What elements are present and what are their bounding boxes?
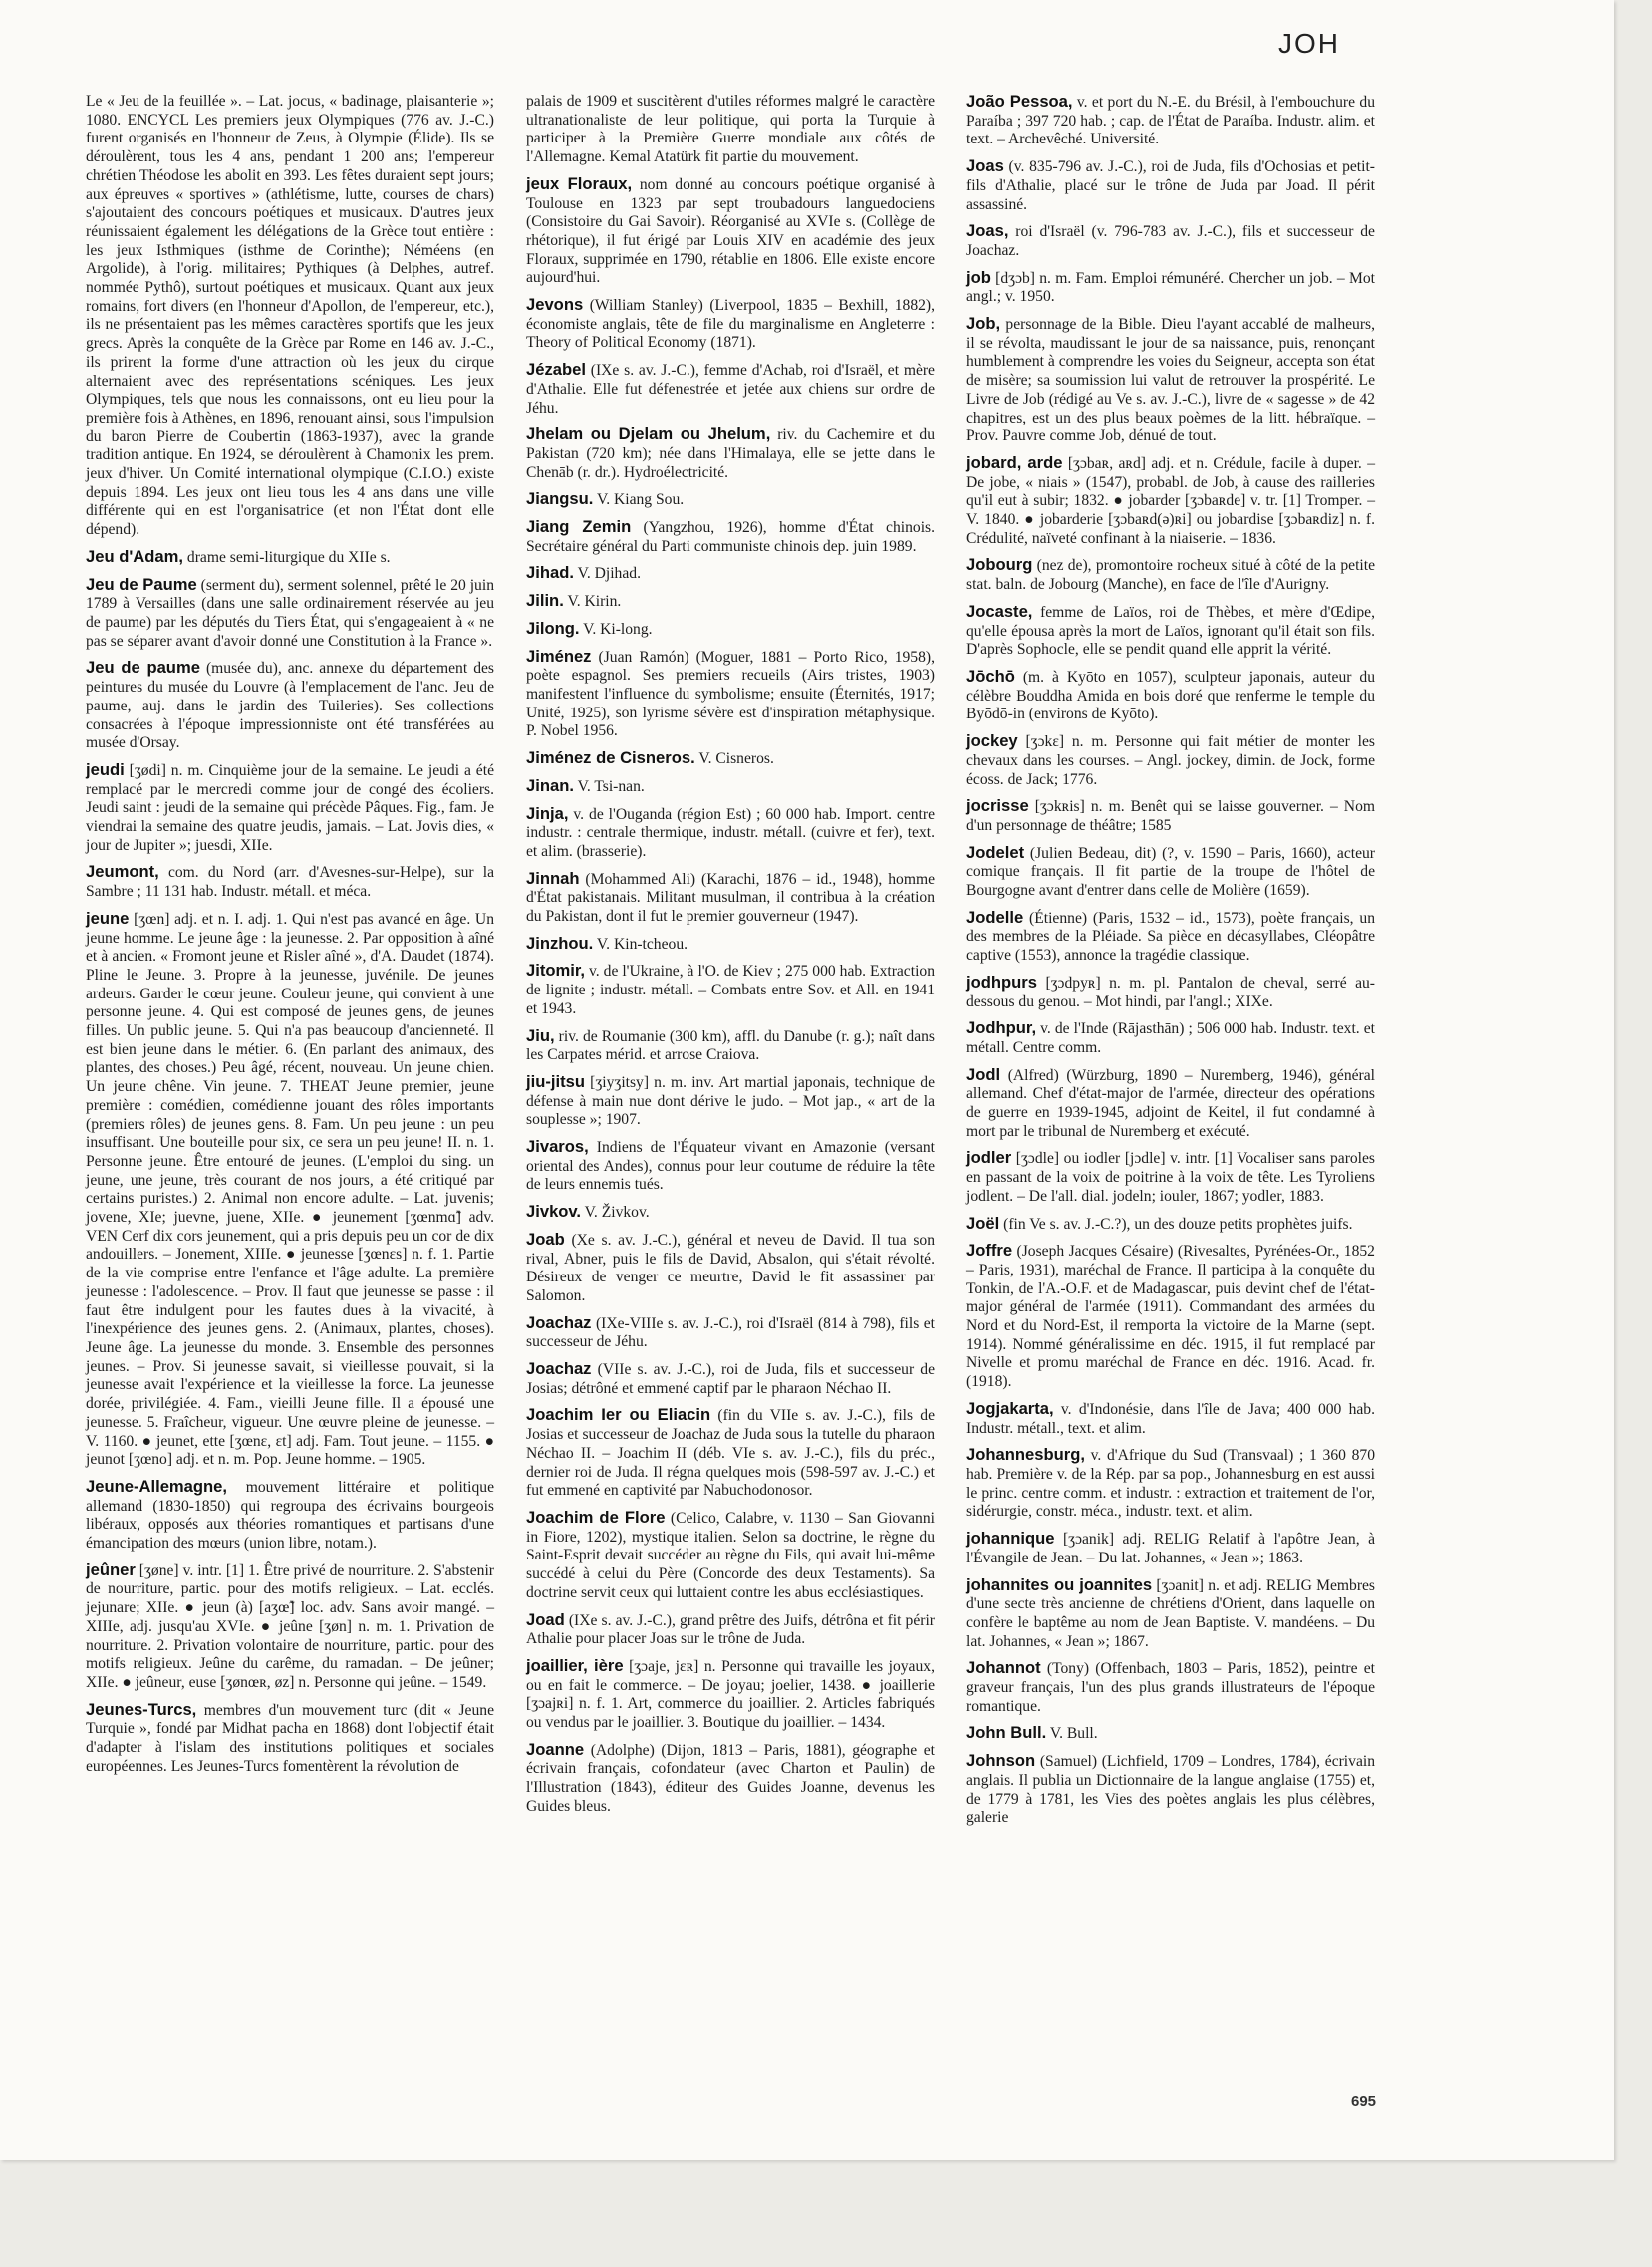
entry-text: mouvement littéraire et politique allemand (1830-1850) qui regroupa des écrivains bourgeois libéraux, opposés aux théories romantiques et partisans d'une émancipation des mœurs (union libre, notam.). xyxy=(86,1478,494,1553)
entry-text: [ʒiyʒitsy] n. m. inv. Art martial japonais, technique de défense à main nue dont dérive le judo. – Mot jap., « art de la souplesse »; 1907. xyxy=(526,1073,935,1129)
dictionary-entry xyxy=(966,1752,1375,1828)
entry-text: (Juan Ramón) (Moguer, 1881 – Porto Rico, 1958), poète espagnol. Ses premiers recueils (Airs tristes, 1903) manifestent l'influence du symbolisme; ensuite (Éternités, 1917; Unité, 1925), son lyrisme sévère est d'inspiration métaphysique. P. Nobel 1956. xyxy=(526,648,935,740)
dictionary-entry xyxy=(526,1073,935,1130)
entry-headword: Joas xyxy=(966,156,1004,176)
entry-headword: jeûner xyxy=(86,1559,136,1579)
entry-text: (Étienne) (Paris, 1532 – id., 1573), poète français, un des membres de la Pléiade. Sa pièce en décasyllabes, Cléopâtre captive (1553), annonce la tragédie classique. xyxy=(966,909,1375,965)
entry-text: riv. de Roumanie (300 km), affl. du Danube (r. g.); naît dans les Carpates mérid. et arrose Craiova. xyxy=(526,1027,935,1064)
entry-headword: jockey xyxy=(966,731,1018,751)
entry-text: (Mohammed Ali) (Karachi, 1876 – id., 1948), homme d'État pakistanais. Militant musulman, il contribua à la création du Pakistan, dont il fut le premier gouverneur (1947). xyxy=(526,870,936,926)
dictionary-entry xyxy=(966,1066,1375,1142)
entry-text: [ʒɔkɛ] n. m. Personne qui fait métier de monter les chevaux dans les courses. – Angl. jockey, dimin. de Jock, forme écoss. de Jack; 1776. xyxy=(966,733,1375,788)
dictionary-entry xyxy=(526,870,935,927)
entry-headword: Jobourg xyxy=(966,555,1033,575)
entry-headword: Johannot xyxy=(966,1658,1041,1678)
dictionary-entry xyxy=(526,805,935,862)
entry-headword: Jiangsu. xyxy=(526,489,594,509)
dictionary-entry xyxy=(526,648,935,742)
entry-text: (IXe-VIIIe s. av. J.-C.), roi d'Israël (814 à 798), fils et successeur de Jéhu. xyxy=(526,1314,935,1351)
entry-headword: Joab xyxy=(526,1229,565,1249)
entry-text: nom donné au concours poétique organisé à Toulouse en 1323 par sept troubadours languedociens (Consistoire du Gai Savoir). Réorganisé au XVIe s. (Collège de rhétorique), il fut érigé par Louis XIV en académie des jeux Floraux, supprimée en 1790, rétablie en 1806. Elle existe encore aujourd'hui. xyxy=(526,175,935,287)
entry-text: (Tony) (Offenbach, 1803 – Paris, 1852), peintre et graveur français, l'un des plus grands illustrateurs de l'époque romantique. xyxy=(966,1660,1375,1715)
entry-headword: Jōchō xyxy=(966,666,1015,686)
entry-text: palais de 1909 et suscitèrent d'utiles réformes malgré le caractère ultranationaliste de leur politique, qui porta la Turquie à participer à la Première Guerre mondiale aux côtés de l'Allemagne. Kemal Atatürk fit partie du mouvement. xyxy=(526,93,935,166)
entry-headword: johannique xyxy=(966,1529,1055,1549)
dictionary-entry xyxy=(526,1203,935,1223)
entry-headword: John Bull. xyxy=(966,1723,1047,1743)
dictionary-entry xyxy=(526,1741,935,1817)
column-2 xyxy=(526,93,935,1825)
entry-headword: jodler xyxy=(966,1148,1012,1168)
dictionary-entry xyxy=(966,1724,1375,1744)
dictionary-entry xyxy=(526,361,935,418)
dictionary-entry xyxy=(526,1360,935,1398)
entry-headword: Jeumont, xyxy=(86,862,159,882)
dictionary-entry xyxy=(526,564,935,584)
entry-text: v. de l'Ouganda (région Est) ; 60 000 hab. Import. centre industr. : centrale thermique, industr. métall. (cuivre et fer), text. et alim. (brasserie). xyxy=(526,805,935,860)
dictionary-entry xyxy=(86,1701,494,1777)
entry-headword: Jeunes-Turcs, xyxy=(86,1699,197,1719)
entry-headword: Jitomir, xyxy=(526,961,586,981)
entry-headword: Jeune-Allemagne, xyxy=(86,1476,228,1496)
entry-headword: Joas, xyxy=(966,221,1009,241)
entry-text: (nez de), promontoire rocheux situé à côté de la petite stat. baln. de Jobourg (Manche), en face de l'île d'Aurigny. xyxy=(966,557,1375,594)
entry-text: v. et port du N.-E. du Brésil, à l'embouchure du Paraíba ; 397 720 hab. ; cap. de l'État de Paraíba. Industr. alim. et text. – Archevêché. Université. xyxy=(966,94,1375,148)
entry-headword: Joachaz xyxy=(526,1359,592,1379)
entry-text: v. de l'Inde (Rājasthān) ; 506 000 hab. Industr. text. et métall. Centre comm. xyxy=(966,1020,1376,1056)
entry-text: [ʒɔdle] ou iodler [jɔdle] v. intr. [1] Vocaliser sans paroles en passant de la voix de poitrine à la voix de tête. Les Tyroliens jodlent. – De l'all. dial. jodeln; iouler, 1867; yodler, 1883. xyxy=(966,1150,1376,1205)
entry-text: com. du Nord (arr. d'Avesnes-sur-Helpe), sur la Sambre ; 11 131 hab. Industr. métall. et méca. xyxy=(86,864,494,901)
entry-text: V. Živkov. xyxy=(584,1204,650,1222)
entry-text: personnage de la Bible. Dieu l'ayant accablé de malheurs, il se révolta, maudissant le jour de sa naissance, puis, renonçant humblement à comprendre les voies du Seigneur, accepta son état de misère; sa soumission lui valut de retrouver la prospérité. Le Livre de Job (rédigé au Ve s. av. J.-C.), livre de « sagesse » de 42 chapitres, est un des plus beaux poèmes de la litt. hébraïque. – Prov. Pauvre comme Job, dénué de tout. xyxy=(966,316,1375,445)
entry-headword: Joanne xyxy=(526,1739,585,1759)
entry-headword: Jinan. xyxy=(526,775,574,795)
column-3 xyxy=(966,93,1375,1836)
entry-text: (m. à Kyōto en 1057), sculpteur japonais, auteur du célèbre Bouddha Amida en bois doré que renferme le temple du Byōdō-in (environs de Kyōto). xyxy=(966,668,1375,723)
entry-text: (Joseph Jacques Césaire) (Rivesaltes, Pyrénées-Or., 1852 – Paris, 1931), maréchal de France. Il participa à la conquête du Tonkin, de l'A.-O.F. et de Madagascar, puis devint chef de l'état-major général de l'armée (1911). Commandant des armées du Nord et du Nord-Est, il remporta la victoire de la Marne (sept. 1914). Nommé généralissime en déc. 1915, il fut remplacé par Nivelle et promu maréchal de France en déc. 1916. Acad. fr. (1918). xyxy=(966,1243,1375,1391)
dictionary-entry xyxy=(526,935,935,955)
entry-headword: Jeu d'Adam, xyxy=(86,546,183,566)
dictionary-entry xyxy=(86,761,494,856)
entry-text: femme de Laïos, roi de Thèbes, et mère d'Œdipe, qu'elle épousa après la mort de Laïos, ignorant qu'il était son fils. D'après Sophocle, elle se pendit quand elle apprit la vérité. xyxy=(966,603,1375,659)
entry-headword: Jilong. xyxy=(526,618,580,638)
dictionary-entry xyxy=(966,93,1375,149)
entry-text: (Adolphe) (Dijon, 1813 – Paris, 1881), géographe et écrivain français, cofondateur (avec Charton et Paulin) de l'Illustration (1843), éditeur des Guides Joanne, devenus les Guides bleus. xyxy=(526,1741,935,1815)
entry-headword: Jinnah xyxy=(526,868,580,888)
dictionary-entry xyxy=(526,93,935,167)
dictionary-entry xyxy=(526,749,935,769)
dictionary-entry xyxy=(526,490,935,510)
dictionary-entry xyxy=(966,732,1375,789)
entry-headword: Job, xyxy=(966,314,1001,334)
entry-text: V. Ki-long. xyxy=(583,620,653,638)
entry-headword: Jevons xyxy=(526,295,584,315)
dictionary-entry xyxy=(526,1027,935,1065)
dictionary-entry xyxy=(526,777,935,797)
entry-headword: Johannesburg, xyxy=(966,1445,1085,1465)
entry-text: (Julien Bedeau, dit) (?, v. 1590 – Paris, 1660), acteur comique français. Il fit partie de la troupe de l'hôtel de Bourgogne avant d'entrer dans celle de Molière (1659). xyxy=(966,844,1376,900)
entry-headword: Jodelle xyxy=(966,907,1024,927)
dictionary-entry xyxy=(86,93,494,540)
dictionary-entry xyxy=(86,548,494,568)
entry-text: [ʒœn] adj. et n. I. adj. 1. Qui n'est pas avancé en âge. Un jeune homme. Le jeune âge : la jeunesse. 2. Par opposition à aîné et à ancien. « Fromont jeune et Risler aîné », d'A. Daudet (1874). Pline le Jeune. 3. Propre à la jeunesse, juvénile. De jeunes ardeurs. Garder le cœur jeune. Couleur jeune, qui convient à une personne jeune. 4. Qui est composé de jeunes gens, de jeunes filles. Un public jeune. 5. Qui n'a pas beaucoup d'ancienneté. Il est bien jeune dans le métier. 6. (En parlant des animaux, des plantes, des choses.) Peu âgé, récent, nouveau. Un jeune chien. Un jeune chêne. Vin jeune. 7. THEAT Jeune premier, jeune première : comédien, comédienne jouant des rôles importants (premiers rôles) de jeunes gens. 8. Fam. Un peu jeune : un peu insuffisant. Une bouteille pour six, ce sera un peu jeune! II. n. 1. Personne jeune. Être entouré de jeunes. (L'emploi du sing. un jeune, une jeune, très courant de nos jours, a été critiqué par certains puristes.) 2. Animal non encore adulte. – Lat. juvenis; jovene, XIe; juevne, juene, XIIe. ● jeunement [ʒœnmɑ̃] adv. VEN Cerf dix cors jeunement, qui a pris depuis peu un cor de dix andouillers. – Jonement, XIIIe. ● jeunesse [ʒœnɛs] n. f. 1. Partie de la vie comprise entre l'enfance et l'âge adulte. La première jeunesse : l'adolescence. – Prov. Il faut que jeunesse se passe : il faut être indulgent pour les fautes dues à la vivacité, à l'inexpérience des jeunes gens. 2. (Animaux, plantes, choses). Jeune âge. La jeunesse du monde. 3. Ensemble des personnes jeunes. – Prov. Si jeunesse savait, si vieillesse pouvait, si la jeunesse avait l'expérience et la vieillesse la force. La jeunesse dorée, privilégiée. 4. Fam., vieilli Jeune fille. Il a épousé une jeunesse. 5. Fraîcheur, vigueur. Une œuvre pleine de jeunesse. – V. 1160. ● jeunet, ette [ʒœnɛ, ɛt] adj. Fam. Tout jeune. – 1155. ● jeunot [ʒœno] adj. et n. m. Pop. Jeune homme. – 1905. xyxy=(86,910,494,1469)
entry-text: (v. 835-796 av. J.-C.), roi de Juda, fils d'Ochosias et petit-fils d'Athalie, placé sur le trône de Juda par Joad. Il périt assassiné. xyxy=(966,158,1376,213)
entry-headword: Johnson xyxy=(966,1751,1036,1771)
entry-text: [ʒɔbaʀ, aʀd] adj. et n. Crédule, facile à duper. – De jobe, « niais » (1547), probabl. de Job, à cause des railleries qu'il eut à subir; 1832. ● jobarder [ʒɔbaʀde] v. tr. [1] Tromper. – V. 1840. ● jobarderie [ʒɔbaʀd(ə)ʀi] ou jobardise [ʒɔbaʀdiz] n. f. Crédulité, naïveté confinant à la niaiserie. – 1836. xyxy=(966,454,1375,547)
dictionary-entry xyxy=(526,1509,935,1603)
dictionary-entry xyxy=(526,1314,935,1352)
entry-headword: Jodhpur, xyxy=(966,1018,1037,1038)
entry-text: (Xe s. av. J.-C.), général et neveu de David. Il tua son rival, Abner, puis le fils de David, Absalon, qui s'était révolté. Désireux de venger ce meurtre, David le fit assassiner par Salomon. xyxy=(526,1231,935,1304)
entry-headword: Jézabel xyxy=(526,360,586,380)
entry-headword: jiu-jitsu xyxy=(526,1071,585,1091)
dictionary-entry xyxy=(966,269,1375,307)
entry-text: V. Djihad. xyxy=(577,565,641,583)
entry-headword: Jocaste, xyxy=(966,601,1033,621)
entry-text: (Celico, Calabre, v. 1130 – San Giovanni in Fiore, 1202), mystique italien. Selon sa doctrine, le règne du Saint-Esprit devait succéder au règne du Fils, qui avait lui-même succédé à celui du Père (Concorde des deux Testaments). Sa doctrine servit ceux qui luttaient contre les abus ecclésiastiques. xyxy=(526,1510,935,1601)
dictionary-entry xyxy=(966,668,1375,724)
dictionary-entry xyxy=(966,797,1375,835)
dictionary-entry xyxy=(86,1478,494,1554)
entry-text: [ʒɔdpyʀ] n. m. pl. Pantalon de cheval, serré au-dessous du genou. – Mot hindi, par l'angl.; XIXe. xyxy=(966,974,1376,1010)
dictionary-entry xyxy=(526,1611,935,1649)
entry-text: (IXe s. av. J.-C.), grand prêtre des Juifs, détrôna et fit périr Athalie pour placer Joas sur le trône de Juda. xyxy=(526,1611,935,1648)
entry-headword: Jodelet xyxy=(966,842,1025,862)
entry-headword: Jhelam ou Djelam ou Jhelum, xyxy=(526,425,771,444)
entry-headword: Jihad. xyxy=(526,563,574,583)
dictionary-entry xyxy=(966,1149,1375,1206)
entry-headword: job xyxy=(966,267,991,287)
dictionary-entry xyxy=(526,620,935,640)
dictionary-entry xyxy=(86,659,494,753)
entry-text: Indiens de l'Équateur vivant en Amazonie (versant oriental des Andes), connus pour leur coutume de réduire la tête de leurs ennemis tués. xyxy=(526,1139,935,1194)
entry-headword: Jivkov. xyxy=(526,1202,582,1222)
dictionary-entry xyxy=(966,222,1375,260)
entry-text: [ʒødi] n. m. Cinquième jour de la semaine. Le jeudi a été remplacé par le mercredi comme jour de congé des écoliers. Jeudi saint : jeudi de la semaine qui précède Pâques. Fig., fam. Je viendrai la semaine des quatre jeudis, jamais. – Lat. Jovis dies, « jour de Jupiter »; juesdi, XIIe. xyxy=(86,761,494,854)
entry-headword: João Pessoa, xyxy=(966,92,1073,111)
entry-headword: jeux Floraux, xyxy=(526,173,633,193)
entry-text: [dʒɔb] n. m. Fam. Emploi rémunéré. Chercher un job. – Mot angl.; v. 1950. xyxy=(966,269,1375,306)
entry-headword: Jiménez de Cisneros. xyxy=(526,748,695,768)
dictionary-entry xyxy=(86,1561,494,1693)
dictionary-entry xyxy=(526,1138,935,1195)
entry-headword: Jeu de paume xyxy=(86,658,200,678)
entry-text: [ʒɔkʀis] n. m. Benêt qui se laisse gouverner. – Nom d'un personnage de théâtre; 1585 xyxy=(966,798,1375,834)
entry-headword: Jeu de Paume xyxy=(86,574,197,594)
entry-text: V. Kin-tcheou. xyxy=(596,935,688,953)
dictionary-entry xyxy=(966,1242,1375,1392)
dictionary-entry xyxy=(966,556,1375,594)
entry-headword: joaillier, ière xyxy=(526,1655,624,1675)
entry-text: drame semi-liturgique du XIIe s. xyxy=(186,548,391,566)
entry-text: V. Bull. xyxy=(1049,1725,1098,1743)
entry-headword: jobard, arde xyxy=(966,452,1063,472)
entry-headword: Joachim de Flore xyxy=(526,1508,666,1527)
dictionary-entry xyxy=(966,1659,1375,1716)
dictionary-entry xyxy=(526,1657,935,1733)
dictionary-entry xyxy=(86,576,494,652)
dictionary-entry xyxy=(966,1530,1375,1567)
entry-text: [ʒɔanik] adj. RELIG Relatif à l'apôtre Jean, à l'Évangile de Jean. – Du lat. Johannes, « Jean »; 1863. xyxy=(966,1531,1375,1566)
dictionary-entry xyxy=(966,1019,1375,1057)
dictionary-entry xyxy=(526,175,935,288)
entry-headword: jeudi xyxy=(86,759,125,779)
entry-text: V. Kirin. xyxy=(567,593,622,611)
entry-text: [ʒɔaje, jɛʀ] n. Personne qui travaille les joyaux, ou en fait le commerce. – De joyau; joelier, 1438. ● joaillerie [ʒɔajʀi] n. f. 1. Art, commerce du joaillier. 2. Articles fabriqués ou vendus par le joaillier. 3. Boutique du joaillier. – 1434. xyxy=(526,1657,935,1732)
entry-text: membres d'un mouvement turc (dit « Jeune Turquie », fondé par Midhat pacha en 1868) dont l'objectif était d'adapter à l'islam des institutions politiques et sociales européennes. Les Jeunes-Turcs fomentèrent la révolution de xyxy=(86,1701,494,1775)
entry-text: (Alfred) (Würzburg, 1890 – Nuremberg, 1946), général allemand. Chef d'état-major de l'armée, directeur des opérations de guerre en 1939-1945, adjoint de Keitel, il fut condamné à mort par le tribunal de Nuremberg et exécuté. xyxy=(966,1066,1375,1140)
dictionary-entry xyxy=(966,844,1375,901)
dictionary-entry xyxy=(526,962,935,1018)
entry-text: v. de l'Ukraine, à l'O. de Kiev ; 275 000 hab. Extraction de lignite ; industr. métall. – Combats entre Sov. et All. en 1941 et 1943. xyxy=(526,963,935,1017)
entry-text: V. Cisneros. xyxy=(698,750,774,768)
entry-headword: Jogjakarta, xyxy=(966,1398,1054,1418)
dictionary-entry xyxy=(966,157,1375,214)
dictionary-entry xyxy=(526,1406,935,1501)
entry-text: (fin du VIIe s. av. J.-C.), fils de Josias et successeur de Joachaz de Juda sous la tutelle du pharaon Néchao II. – Joachim II (déb. VIe s. av. J.-C.), fils du préc., dernier roi de Juda. Il régna quelques mois (598-597 av. J.-C.) et fut emmené en captivité par Nabuchodonosor. xyxy=(526,1407,936,1500)
entry-headword: jodhpurs xyxy=(966,972,1037,992)
dictionary-entry xyxy=(966,1576,1375,1652)
dictionary-entry xyxy=(526,425,935,482)
entry-text: (Yangzhou, 1926), homme d'État chinois. Secrétaire général du Parti communiste chinois dep. juin 1989. xyxy=(526,519,935,555)
entry-headword: johannites ou joannites xyxy=(966,1574,1153,1594)
dictionary-entry xyxy=(966,454,1375,549)
entry-headword: jocrisse xyxy=(966,796,1029,816)
dictionary-entry xyxy=(966,909,1375,966)
dictionary-entry xyxy=(966,1446,1375,1522)
entry-headword: Joffre xyxy=(966,1241,1013,1261)
dictionary-entry xyxy=(966,974,1375,1011)
entry-text: (Samuel) (Lichfield, 1709 – Londres, 1784), écrivain anglais. Il publia un Dictionnaire de la langue anglaise (1755) et, de 1779 à 1781, les Vies des poètes anglais les plus célèbres, galerie xyxy=(966,1753,1375,1827)
entry-headword: Jiang Zemin xyxy=(526,517,632,537)
dictionary-entry xyxy=(86,910,494,1470)
dictionary-entry xyxy=(526,1231,935,1306)
dictionary-entry xyxy=(966,1400,1375,1438)
column-1 xyxy=(86,93,494,1784)
dictionary-entry xyxy=(526,592,935,612)
dictionary-entry xyxy=(526,296,935,353)
entry-text: Le « Jeu de la feuillée ». – Lat. jocus, « badinage, plaisanterie »; 1080. ENCYCL Les premiers jeux Olympiques (776 av. J.-C.) furent organisés en l'honneur de Zeus, à Olympie (Élide). Ils se déroulèrent, tous les 4 ans, pendant 1 200 ans; l'empereur chrétien Théodose les abolit en 393. Les fêtes duraient sept jours; aux épreuves « sportives » (athlétisme, lutte, courses de chars) s'ajoutaient des concours poétiques et musicaux. D'autres jeux réunissaient également les délégations de la Grèce tout entière : les jeux Isthmiques (isthme de Corinthe); Néméens (en Argolide), à l'orig. militaires; Pythiques (à Delphes, autref. nommée Pythô), surtout poétiques et musicaux. Quant aux jeux romains, fort divers (en l'honneur d'Apollon, de l'empereur, etc.), ils ne présentaient pas les mêmes caractères sportifs que les jeux grecs. Après la conquête de la Grèce par Rome en 146 av. J.-C., ils prirent la forme d'une attraction où les jeux du cirque alternaient avec des représentations scéniques. Les jeux Olympiques, tels que nous les connaissons, ont eu lieu pour la première fois à Athènes, en 1896, renouant ainsi, sous l'impulsion du baron Pierre de Coubertin (1863-1937), avec la grande tradition antique. En 1924, se déroulèrent à Chamonix les prem. jeux d'hiver. Un Comité international olympique (C.I.O.) existe depuis 1894. Les jeux ont lieu tous les 4 ans dans une ville différente qui en est l'organisatrice (et non l'État dont elle dépend). xyxy=(86,93,494,539)
dictionary-entry xyxy=(966,1215,1375,1235)
entry-text: (musée du), anc. annexe du département des peintures du musée du Louvre (à l'emplacement de l'anc. Jeu de paume, auj. dans le jardin des Tuileries). Ses collections consacrées à l'époque impressionniste ont été transférées au musée d'Orsay. xyxy=(86,660,494,752)
entry-text: riv. du Cachemire et du Pakistan (720 km); née dans l'Himalaya, elle se jette dans le Chenāb (r. dr.). Hydroélectricité. xyxy=(526,426,936,481)
running-head: JOH xyxy=(1278,28,1340,59)
entry-headword: Jiménez xyxy=(526,646,592,666)
entry-headword: Joachim Ier ou Eliacin xyxy=(526,1405,711,1425)
entry-text: (VIIe s. av. J.-C.), roi de Juda, fils et successeur de Josias; détrôné et emmené captif par le pharaon Néchao II. xyxy=(526,1361,935,1397)
entry-headword: Jivaros, xyxy=(526,1137,589,1157)
entry-headword: Joël xyxy=(966,1213,1000,1233)
entry-headword: Jodl xyxy=(966,1064,1001,1084)
entry-headword: jeune xyxy=(86,908,130,928)
entry-headword: Joad xyxy=(526,1609,565,1629)
entry-text: (William Stanley) (Liverpool, 1835 – Bexhill, 1882), économiste anglais, tête de file du marginalisme en Angleterre : Theory of Political Economy (1871). xyxy=(526,297,936,352)
entry-text: [ʒɔanit] n. et adj. RELIG Membres d'une secte très ancienne de chrétiens d'Orient, dans laquelle on confère le baptême au nom de Jean Baptiste. V. mandéens. – Du lat. Johannes, « Jean »; 1867. xyxy=(966,1576,1376,1650)
entry-text: (IXe s. av. J.-C.), femme d'Achab, roi d'Israël, et mère d'Athalie. Elle fut défenestrée et jetée aux chiens sur ordre de Jéhu. xyxy=(526,362,935,417)
entry-text: v. d'Indonésie, dans l'île de Java; 400 000 hab. Industr. métall., text. et alim. xyxy=(966,1400,1376,1437)
dictionary-entry xyxy=(86,863,494,901)
dictionary-entry xyxy=(526,518,935,556)
entry-text: v. d'Afrique du Sud (Transvaal) ; 1 360 870 hab. Première v. de la Rép. par sa pop., Johannesburg en est aussi le princ. centre comm. et industr. : extraction et traitement de l'or, sidérurgie, constr. méca., industr. text. et alim. xyxy=(966,1447,1375,1521)
page-number: 695 xyxy=(1351,2093,1377,2110)
entry-headword: Jilin. xyxy=(526,591,564,611)
entry-headword: Joachaz xyxy=(526,1312,592,1332)
dictionary-entry xyxy=(966,603,1375,660)
entry-headword: Jinja, xyxy=(526,803,569,823)
entry-text: (fin Ve s. av. J.-C.?), un des douze petits prophètes juifs. xyxy=(1003,1215,1353,1233)
entry-text: (serment du), serment solennel, prêté le 20 juin 1789 à Versailles (dans une salle ordinairement réservée au jeu de paume) par les députés du Tiers État, qui s'engageaient à « ne pas se séparer avant d'avoir donné une Constitution à la France ». xyxy=(86,576,494,650)
entry-headword: Jiu, xyxy=(526,1025,555,1045)
entry-text: [ʒøne] v. intr. [1] 1. Être privé de nourriture. 2. S'abstenir de nourriture, partic. pour des motifs religieux. – Lat. ecclés. jejunare; XIIe. ● jeun (à) [aʒœ̃] loc. adv. Sans avoir mangé. – XIIIe, adj. jusqu'au XVIe. ● jeûne [ʒøn] n. m. 1. Privation de nourriture. 2. Privation volontaire de nourriture, partic. pour des motifs religieux. Jeûne du carême, du ramadan. – De jeûner; XIIe. ● jeûneur, euse [ʒønœʀ, øz] n. Personne qui jeûne. – 1549. xyxy=(86,1561,494,1691)
entry-text: roi d'Israël (v. 796-783 av. J.-C.), fils et successeur de Joachaz. xyxy=(966,223,1375,259)
dictionary-entry xyxy=(966,315,1375,446)
entry-text: V. Tsi-nan. xyxy=(577,777,645,795)
entry-text: V. Kiang Sou. xyxy=(596,491,685,509)
entry-headword: Jinzhou. xyxy=(526,933,594,953)
